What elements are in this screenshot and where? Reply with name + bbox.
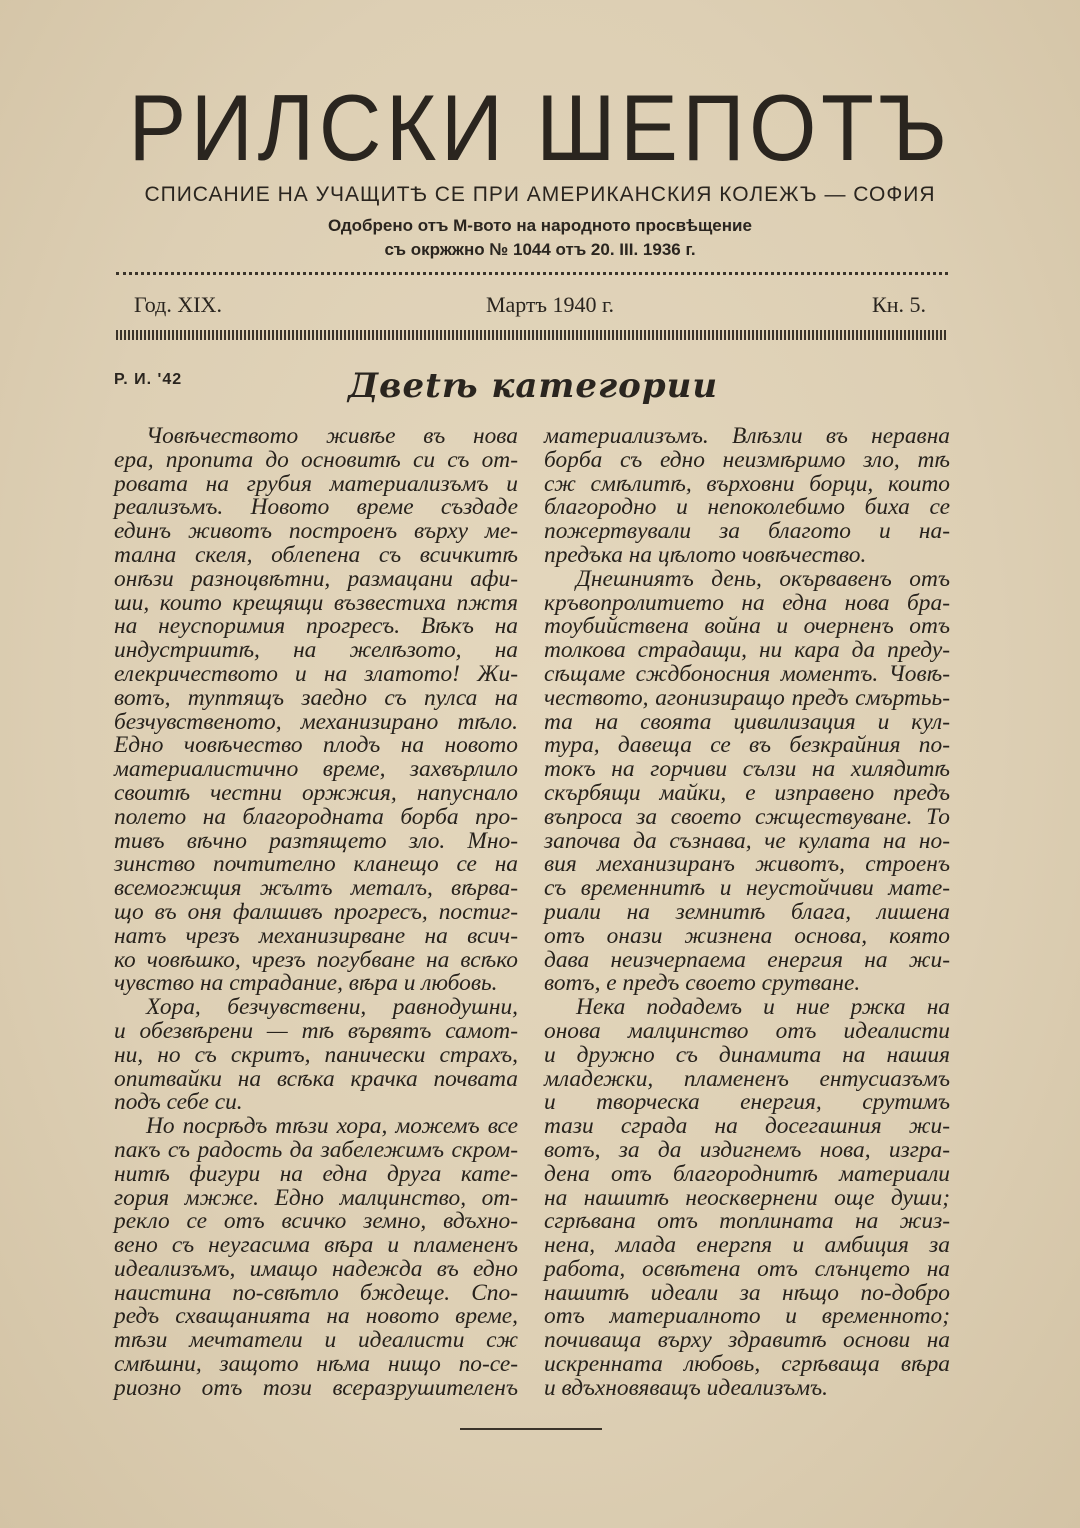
text-line: Човѣчеството живѣе въ нова: [146, 423, 518, 449]
text-line: и дружно съ динамита на нашия: [544, 1041, 950, 1068]
article-right-column: [544, 425, 950, 1401]
text-line: Хора, безчувствени, равнодушни,: [146, 994, 518, 1021]
text-line: чувство на страдание, вѣра и любовь.: [114, 970, 498, 997]
text-line: индустриитѣ, на желѣзото, на: [114, 637, 518, 664]
hatched-divider: [116, 330, 948, 340]
article-author: Р. И. '42: [114, 371, 183, 388]
text-line: започва да съзнава, че кулата на но-: [544, 827, 950, 854]
magazine-title: РИЛСКИ ШЕПОТЪ: [128, 75, 952, 180]
text-line: вено съ неугасима вѣра и пламененъ: [114, 1232, 518, 1259]
text-line: ровата на грубия материализъмъ и: [114, 470, 518, 497]
text-line: зинство почтително кланещо се на: [114, 851, 518, 878]
text-line: подъ себе си.: [114, 1089, 243, 1116]
text-line: Нека подадемъ и ние ржка на: [576, 994, 950, 1021]
text-line: рекло се отъ всичко земно, вдъхно-: [114, 1208, 518, 1235]
text-line: що въ оня фалшивъ прогресъ, постиг-: [114, 898, 518, 925]
text-line: пожертвували за благото и на-: [544, 518, 950, 545]
text-line: благородно и непоколебимо биха се: [544, 494, 950, 521]
text-line: та на своята цивилизация и кул-: [544, 708, 950, 735]
text-line: тура, давеща се въ безкрайния по-: [544, 732, 950, 759]
text-line: Но посрѣдъ тѣзи хора, можемъ все: [146, 1113, 518, 1140]
text-line: дена отъ благороднитѣ материали: [544, 1160, 950, 1187]
text-line: ко човѣшко, чрезъ погубване на всѣко: [114, 946, 518, 973]
text-line: идеализъмъ, имащо надежда въ едно: [114, 1255, 518, 1282]
text-line: риали на земнитѣ блага, лишена: [544, 898, 950, 925]
text-line: редъ схващанията на новото време,: [114, 1303, 518, 1330]
text-line: скърбящи майки, е изправено предъ: [544, 779, 950, 806]
text-line: тоубийствена война и очерненъ отъ: [544, 613, 950, 640]
text-line: искренната любовь, сгрѣваща вѣра: [544, 1351, 950, 1378]
text-line: кръвопролитието на една нова бра-: [544, 589, 950, 616]
text-line: гория мжже. Едно малцинство, от-: [114, 1184, 518, 1211]
text-line: тази сграда на досегашния жи-: [544, 1113, 950, 1140]
text-line: нитѣ фигури на една друга кате-: [114, 1160, 518, 1187]
text-line: онова малцинство отъ идеалисти: [544, 1017, 950, 1044]
text-line: полето на благородната борба про-: [114, 803, 518, 830]
text-line: смѣшни, защото нѣма нищо по-се-: [114, 1351, 518, 1378]
text-line: на неуспоримия прогресъ. Вѣкъ на: [114, 613, 518, 640]
text-line: на нашитѣ неосквернени още души;: [544, 1184, 950, 1211]
text-line: толкова страдащи, ни кара да преду-: [544, 637, 950, 664]
text-line: нашитѣ идеали за нѣщо по-добро: [544, 1279, 950, 1306]
text-line: Днешниятъ день, окървавенъ отъ: [576, 565, 950, 592]
text-line: всемогжщия жълтъ металъ, вѣрва-: [114, 875, 518, 902]
text-line: чеството, агонизиращо предъ смъртьь-: [544, 684, 950, 711]
text-line: дава неизчерпаема енергия на жи-: [544, 946, 950, 973]
text-line: вотъ, за да издигнемъ нова, изгра-: [544, 1136, 950, 1163]
text-line: тѣзи мечтатели и идеалисти сж: [114, 1327, 518, 1354]
text-line: единъ животъ построенъ върху ме-: [114, 518, 518, 545]
text-line: и обезвѣрени — тѣ вървятъ самот-: [114, 1017, 518, 1044]
text-line: почиваща върху здравитѣ основи на: [544, 1327, 950, 1354]
text-line: младежки, пламененъ ентусиазъмъ: [544, 1065, 950, 1092]
end-divider: [460, 1428, 602, 1430]
article-left-column: [114, 425, 518, 1401]
issue-year: Год. XIX.: [134, 292, 222, 317]
approval-line-2: съ окржжно № 1044 отъ 20. III. 1936 г.: [384, 240, 696, 259]
text-line: ни, но съ скритъ, панически страхъ,: [114, 1041, 518, 1068]
text-line: вия механизиранъ животъ, строенъ: [544, 851, 950, 878]
text-line: въпроса за своето сжществуване. То: [544, 803, 950, 830]
text-line: отъ онази жизнена основа, която: [544, 922, 950, 949]
text-line: сгрѣвана отъ топлината на жиз-: [544, 1208, 950, 1235]
text-line: предъка на цѣлото човѣчество.: [544, 541, 867, 568]
approval-line-1: Одобрено отъ М-вото на народното просвѣщение: [328, 216, 752, 235]
text-line: натъ чрезъ механизирване на всич-: [114, 922, 518, 949]
text-line: своитѣ честни оржжия, напуснало: [114, 779, 518, 806]
text-line: вотъ, е предъ своето срутване.: [544, 970, 861, 997]
text-line: ера, пропита до основитѣ си съ от-: [114, 446, 518, 473]
text-line: ши, които крещящи възвестиха пжтя: [114, 589, 518, 616]
text-line: опитвайки на всѣка крачка почвата: [114, 1065, 518, 1092]
text-line: борба съ едно неизмѣримо зло, тѣ: [544, 446, 950, 473]
text-line: отъ материалното и временното;: [544, 1303, 950, 1330]
magazine-subtitle: СПИСАНИЕ НА УЧАЩИТѢ СЕ ПРИ АМЕРИКАНСКИЯ КОЛЕЖЪ — СОФИЯ: [144, 183, 936, 206]
dotted-divider: [116, 272, 948, 275]
text-line: наистина по-свѣтло бждеще. Спо-: [114, 1279, 518, 1306]
text-line: материализъмъ. Влѣзли въ неравна: [544, 423, 950, 449]
text-line: тивъ вѣчно разтящето зло. Мно-: [114, 827, 518, 854]
text-line: нена, млада енергпя и амбиция за: [544, 1232, 950, 1259]
text-line: материалистично време, захвърлило: [114, 756, 518, 783]
issue-number: Кн. 5.: [872, 292, 926, 317]
text-line: съ временнитѣ и неустойчиви мате-: [544, 875, 950, 902]
text-line: токъ на горчиви сълзи на хилядитѣ: [544, 756, 950, 783]
text-line: риозно отъ този всеразрушителенъ: [114, 1374, 518, 1401]
text-line: реализъмъ. Новото време създаде: [114, 494, 518, 521]
text-line: и вдъхновяващъ идеализъмъ.: [544, 1374, 828, 1401]
text-line: сѣщаме сждбоносния моментъ. Човѣ-: [544, 660, 950, 687]
text-line: тална скеля, облепена съ всичкитѣ: [114, 541, 518, 568]
text-line: Едно човѣчество плодъ на новото: [114, 732, 518, 759]
article-title: Двеtѣ категории: [347, 366, 719, 406]
text-line: сж смѣлитѣ, върховни борци, които: [544, 470, 950, 497]
text-line: работа, освѣтена отъ слънцето на: [544, 1255, 950, 1282]
text-line: пакъ съ радость да забележимъ скром-: [114, 1136, 518, 1163]
issue-date: Мартъ 1940 г.: [485, 292, 615, 317]
text-line: елекричеството и на златото! Жи-: [114, 660, 518, 687]
text-line: вотъ, туптящъ заедно съ пулса на: [114, 684, 518, 711]
text-line: и творческа енергия, срутимъ: [544, 1089, 950, 1116]
text-line: онѣзи разноцвѣтни, размацани афи-: [114, 565, 518, 592]
text-line: безчувственото, механизирано тѣло.: [114, 708, 518, 735]
